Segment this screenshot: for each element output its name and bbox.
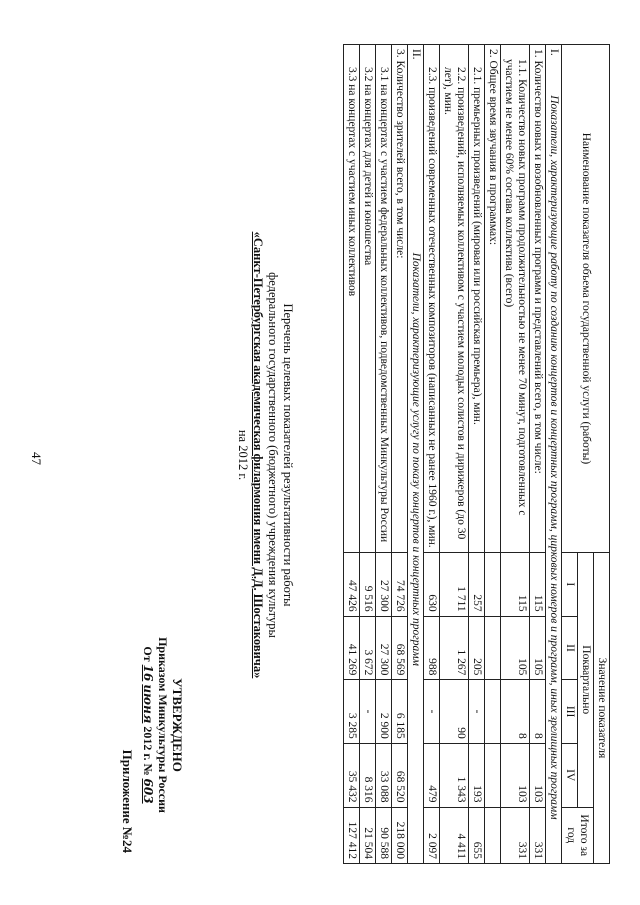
cell-total: 331: [530, 807, 546, 864]
row-label: 1. Количество новых и возобновленных программ и представлений всего, в том числе:: [530, 45, 546, 553]
title-line3: «Санкт-Петербургская академическая филармония имени Д.Д. Шостаковича»: [251, 231, 265, 679]
header-total: Итого за год: [562, 807, 594, 864]
cell-total: 21 504: [360, 807, 376, 864]
row-label: 1.1. Количество новых программ продолжительностью не менее 70 минут, подготовленных с участием не менее 60% состава коллектива (всего): [501, 45, 530, 553]
cell-total: 655: [469, 807, 485, 864]
cell-q4: 1 343: [440, 743, 469, 807]
cell-q3: 8: [501, 680, 530, 743]
table-row: [376, 45, 392, 864]
table-row: [344, 45, 360, 864]
cell-q3: 2 900: [376, 680, 392, 743]
header-q4: IV: [562, 743, 578, 807]
approval-prefix: От: [141, 646, 155, 662]
cell-total: 127 412: [344, 807, 360, 864]
title-line1: Перечень целевых показателей результативности работы: [281, 303, 295, 607]
row-label: 3.1 на концертах с участием федеральных коллективов, подведомственных Минкультуры России: [376, 45, 392, 553]
cell-q2: 1 267: [440, 616, 469, 680]
row-label: 2.2. произведений, исполняемых коллективом с участием молодых солистов и дирижеров (до 30 лет), мин.: [440, 45, 469, 553]
table-row: [424, 45, 440, 864]
cell-q2: 105: [501, 616, 530, 680]
title-line2: федерального государственного (бюджетного) учреждения культуры: [266, 272, 280, 638]
cell-q4: 35 432: [344, 743, 360, 807]
cell-q2: 3 672: [360, 616, 376, 680]
approval-line3: [140, 600, 155, 850]
approval-stamp: [140, 600, 185, 850]
cell-q3: [485, 680, 501, 743]
cell-q1: 257: [469, 552, 485, 616]
cell-q1: 74 726: [392, 552, 408, 616]
cell-q1: 115: [530, 552, 546, 616]
header-row-1: [594, 45, 610, 864]
table-row: [530, 45, 546, 864]
cell-q2: 105: [530, 616, 546, 680]
section-2-title: Показатели, характеризующие услугу по показу концертов и концертных программ: [410, 252, 422, 666]
cell-q4: 103: [501, 743, 530, 807]
row-label: 3.3 на концертах с участием иных коллективов: [344, 45, 360, 553]
table-row: [392, 45, 408, 864]
cell-q1: 27 300: [376, 552, 392, 616]
row-label: 3. Количество зрителей всего, в том числе:: [392, 45, 408, 553]
row-label: 2. Общее время звучания в программах:: [485, 45, 501, 553]
page-number: 47: [29, 452, 44, 465]
approval-year: 2012 г. №: [141, 726, 155, 776]
cell-q1: [485, 552, 501, 616]
cell-q2: 27 300: [376, 616, 392, 680]
section-row: [546, 45, 562, 864]
cell-q1: 9 516: [360, 552, 376, 616]
approval-line2: Приказом Минкультуры России: [156, 637, 170, 813]
annex-label: Приложение №24: [120, 749, 135, 853]
section-1-cell: [546, 45, 562, 864]
section-1-number: I.: [548, 49, 560, 56]
cell-q3: 3 285: [344, 680, 360, 743]
cell-q4: 8 316: [360, 743, 376, 807]
cell-q4: 68 520: [392, 743, 408, 807]
row-label: 2.1. премьерных произведений (мировая или российская премьера), мин.: [469, 45, 485, 553]
section-row: [408, 45, 424, 864]
cell-q4: 193: [469, 743, 485, 807]
cell-total: 4 411: [440, 807, 469, 864]
header-value: Значение показателя: [594, 552, 610, 863]
cell-q1: 1 711: [440, 552, 469, 616]
header-name: Наименование показателя объема государственной услуги (работы): [562, 45, 610, 553]
table-row: [501, 45, 530, 864]
cell-q1: 115: [501, 552, 530, 616]
table-row: [469, 45, 485, 864]
indicators-table: [343, 44, 610, 864]
cell-total: 331: [501, 807, 530, 864]
cell-q1: 630: [424, 552, 440, 616]
cell-q2: [485, 616, 501, 680]
document-title: [235, 175, 295, 735]
cell-q1: 47 426: [344, 552, 360, 616]
approval-line1: УТВЕРЖДЕНО: [170, 678, 185, 772]
cell-q3: -: [360, 680, 376, 743]
cell-total: 2 097: [424, 807, 440, 864]
cell-total: [485, 807, 501, 864]
cell-q3: 8: [530, 680, 546, 743]
cell-total: 218 000: [392, 807, 408, 864]
cell-q4: 103: [530, 743, 546, 807]
row-label: 2.3. произведений современных отечественных композиторов (написанных не ранее 1960 г.), мин.: [424, 45, 440, 553]
cell-total: 90 588: [376, 807, 392, 864]
header-q3: III: [562, 680, 578, 743]
section-2-cell: [408, 45, 424, 864]
approval-day: 16: [141, 664, 155, 682]
cell-q2: 68 569: [392, 616, 408, 680]
cell-q4: 479: [424, 743, 440, 807]
header-q2: II: [562, 616, 578, 680]
cell-q3: -: [469, 680, 485, 743]
section-1-title: Показатели, характеризующие работу по созданию концертов и концертных программ, цирковых номеров и программ, иных зрелищных программ: [548, 95, 560, 820]
cell-q3: 90: [440, 680, 469, 743]
row-label: 3.2 на концертах для детей и юношества: [360, 45, 376, 553]
cell-q4: [485, 743, 501, 807]
approval-number: 603: [141, 778, 155, 804]
section-2-number: II.: [410, 49, 422, 60]
cell-q2: 205: [469, 616, 485, 680]
cell-q2: 41 269: [344, 616, 360, 680]
cell-q4: 33 088: [376, 743, 392, 807]
cell-q2: 988: [424, 616, 440, 680]
header-quarterly: Поквартально: [578, 552, 594, 807]
table-row: [440, 45, 469, 864]
cell-q3: -: [424, 680, 440, 743]
table-row: [485, 45, 501, 864]
table-row: [360, 45, 376, 864]
title-line4: на 2012 г.: [236, 429, 250, 481]
header-q1: I: [562, 552, 578, 616]
cell-q3: 6 185: [392, 680, 408, 743]
approval-month: июня: [141, 684, 155, 724]
